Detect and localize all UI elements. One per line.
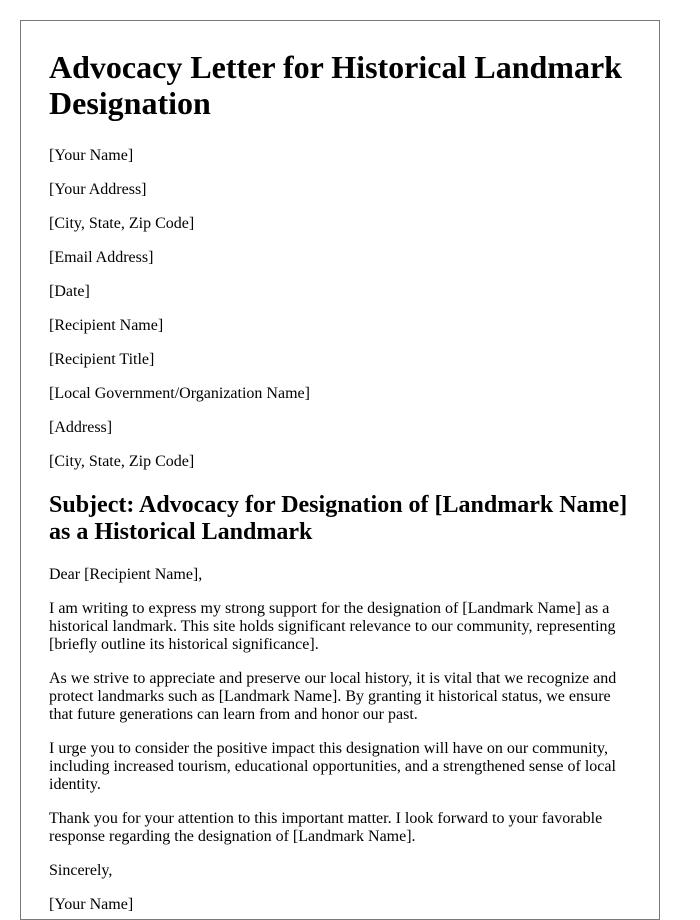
sender-block: [49, 147, 631, 301]
recipient-address: [Address]: [49, 419, 113, 436]
letter-title: Advocacy Letter for Historical Landmark Designation: [49, 49, 622, 121]
recipient-organization: [Local Government/Organization Name]: [49, 385, 310, 402]
subject-heading: Subject: Advocacy for Designation of [Landmark Name] as a Historical Landmark: [49, 492, 628, 545]
body-paragraph: I urge you to consider the positive impact this designation will have on our community, including increased tourism, educational opportunities, and a strengthened sense of local identity.: [49, 740, 616, 793]
body-paragraph: Thank you for your attention to this important matter. I look forward to your favorable response regarding the designation of [Landmark Name].: [49, 810, 603, 845]
signature-name: [Your Name]: [49, 896, 134, 913]
sender-email: [Email Address]: [49, 249, 154, 266]
closing: Sincerely,: [49, 862, 113, 879]
recipient-title: [Recipient Title]: [49, 351, 155, 368]
recipient-name: [Recipient Name]: [49, 317, 164, 334]
recipient-city-state-zip: [City, State, Zip Code]: [49, 453, 195, 470]
salutation: Dear [Recipient Name],: [49, 566, 203, 583]
letter-date: [Date]: [49, 283, 90, 300]
sender-address: [Your Address]: [49, 181, 147, 198]
sender-city-state-zip: [City, State, Zip Code]: [49, 215, 195, 232]
recipient-block: [49, 317, 631, 471]
letter-page: [20, 20, 660, 920]
sender-name: [Your Name]: [49, 147, 134, 164]
body-paragraph: I am writing to express my strong support for the designation of [Landmark Name] as a historical landmark. This site holds significant relevance to our community, representing [briefly outline its historical significance].: [49, 600, 616, 653]
body-paragraph: As we strive to appreciate and preserve our local history, it is vital that we recognize and protect landmarks such as [Landmark Name]. By granting it historical status, we ensure that future generations can learn from and honor our past.: [49, 670, 617, 723]
